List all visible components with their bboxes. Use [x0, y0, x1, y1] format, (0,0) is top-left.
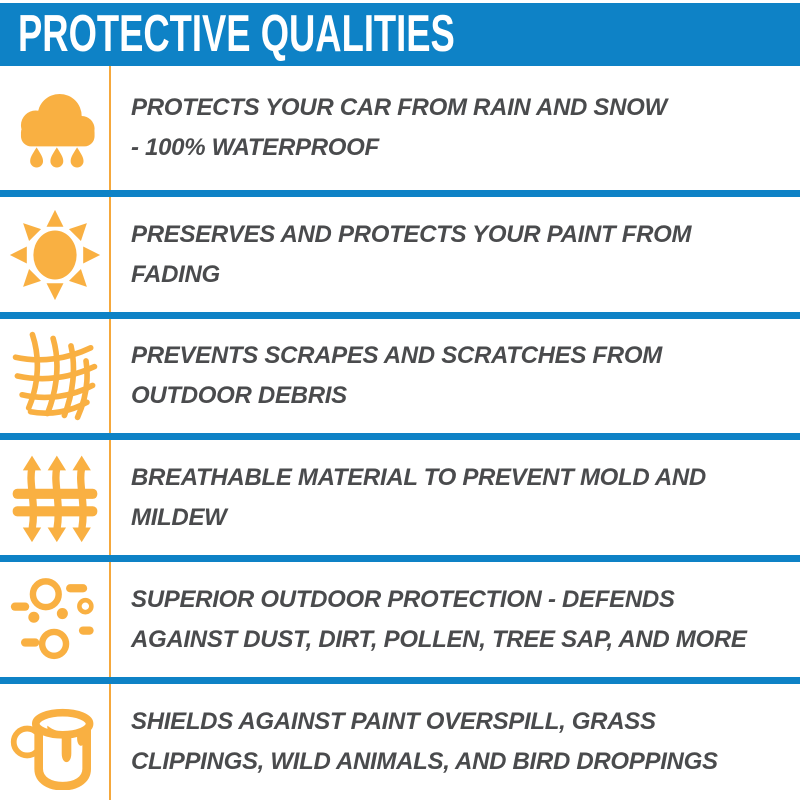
feature-row-shield — [0, 684, 800, 800]
dust-particles-icon — [9, 574, 101, 666]
section-divider — [0, 555, 800, 562]
feature-line: PREVENTS SCRAPES AND SCRATCHES FROM — [131, 342, 662, 369]
rain-cloud-icon — [9, 82, 101, 174]
icon-cell — [0, 82, 110, 174]
feature-row-breathable — [0, 440, 800, 555]
feature-row-scratch-prevention — [0, 319, 800, 433]
section-divider — [0, 433, 800, 440]
feature-text — [110, 580, 800, 660]
feature-row-outdoor-protection — [0, 562, 800, 677]
feature-text — [110, 702, 800, 782]
feature-row-waterproof — [0, 66, 800, 190]
feature-text — [110, 88, 800, 168]
feature-line: CLIPPINGS, WILD ANIMALS, AND BIRD DROPPINGS — [131, 748, 718, 775]
feature-line: MILDEW — [131, 503, 227, 531]
icon-cell — [0, 329, 110, 423]
icon-cell — [0, 694, 110, 790]
net-icon — [8, 329, 102, 423]
icon-cell — [0, 452, 110, 544]
feature-line: PROTECTS YOUR CAR FROM RAIN AND SNOW — [131, 94, 667, 121]
feature-text — [110, 336, 800, 416]
feature-line: BREATHABLE MATERIAL TO PREVENT MOLD AND — [131, 463, 706, 491]
section-divider — [0, 312, 800, 319]
page-title: PROTECTIVE QUALITIES — [18, 5, 455, 63]
feature-line: PRESERVES AND PROTECTS YOUR PAINT FROM — [131, 220, 692, 248]
feature-line: OUTDOOR DEBRIS — [131, 382, 347, 409]
section-divider — [0, 677, 800, 684]
icon-cell — [0, 574, 110, 666]
feature-line: AGAINST DUST, DIRT, POLLEN, TREE SAP, AND MORE — [131, 625, 747, 653]
feature-line: FADING — [131, 260, 220, 288]
header-bar — [0, 3, 800, 66]
section-divider — [0, 190, 800, 197]
feature-row-fade-protection — [0, 197, 800, 312]
feature-line: SHIELDS AGAINST PAINT OVERSPILL, GRASS — [131, 708, 656, 735]
breathable-arrows-icon — [9, 452, 101, 544]
feature-text — [110, 458, 800, 538]
sun-icon — [8, 208, 102, 302]
feature-line: - 100% WATERPROOF — [131, 134, 379, 161]
feature-text — [110, 215, 800, 295]
paint-bucket-icon — [7, 694, 103, 790]
icon-cell — [0, 208, 110, 302]
feature-line: SUPERIOR OUTDOOR PROTECTION - DEFENDS — [131, 585, 675, 613]
